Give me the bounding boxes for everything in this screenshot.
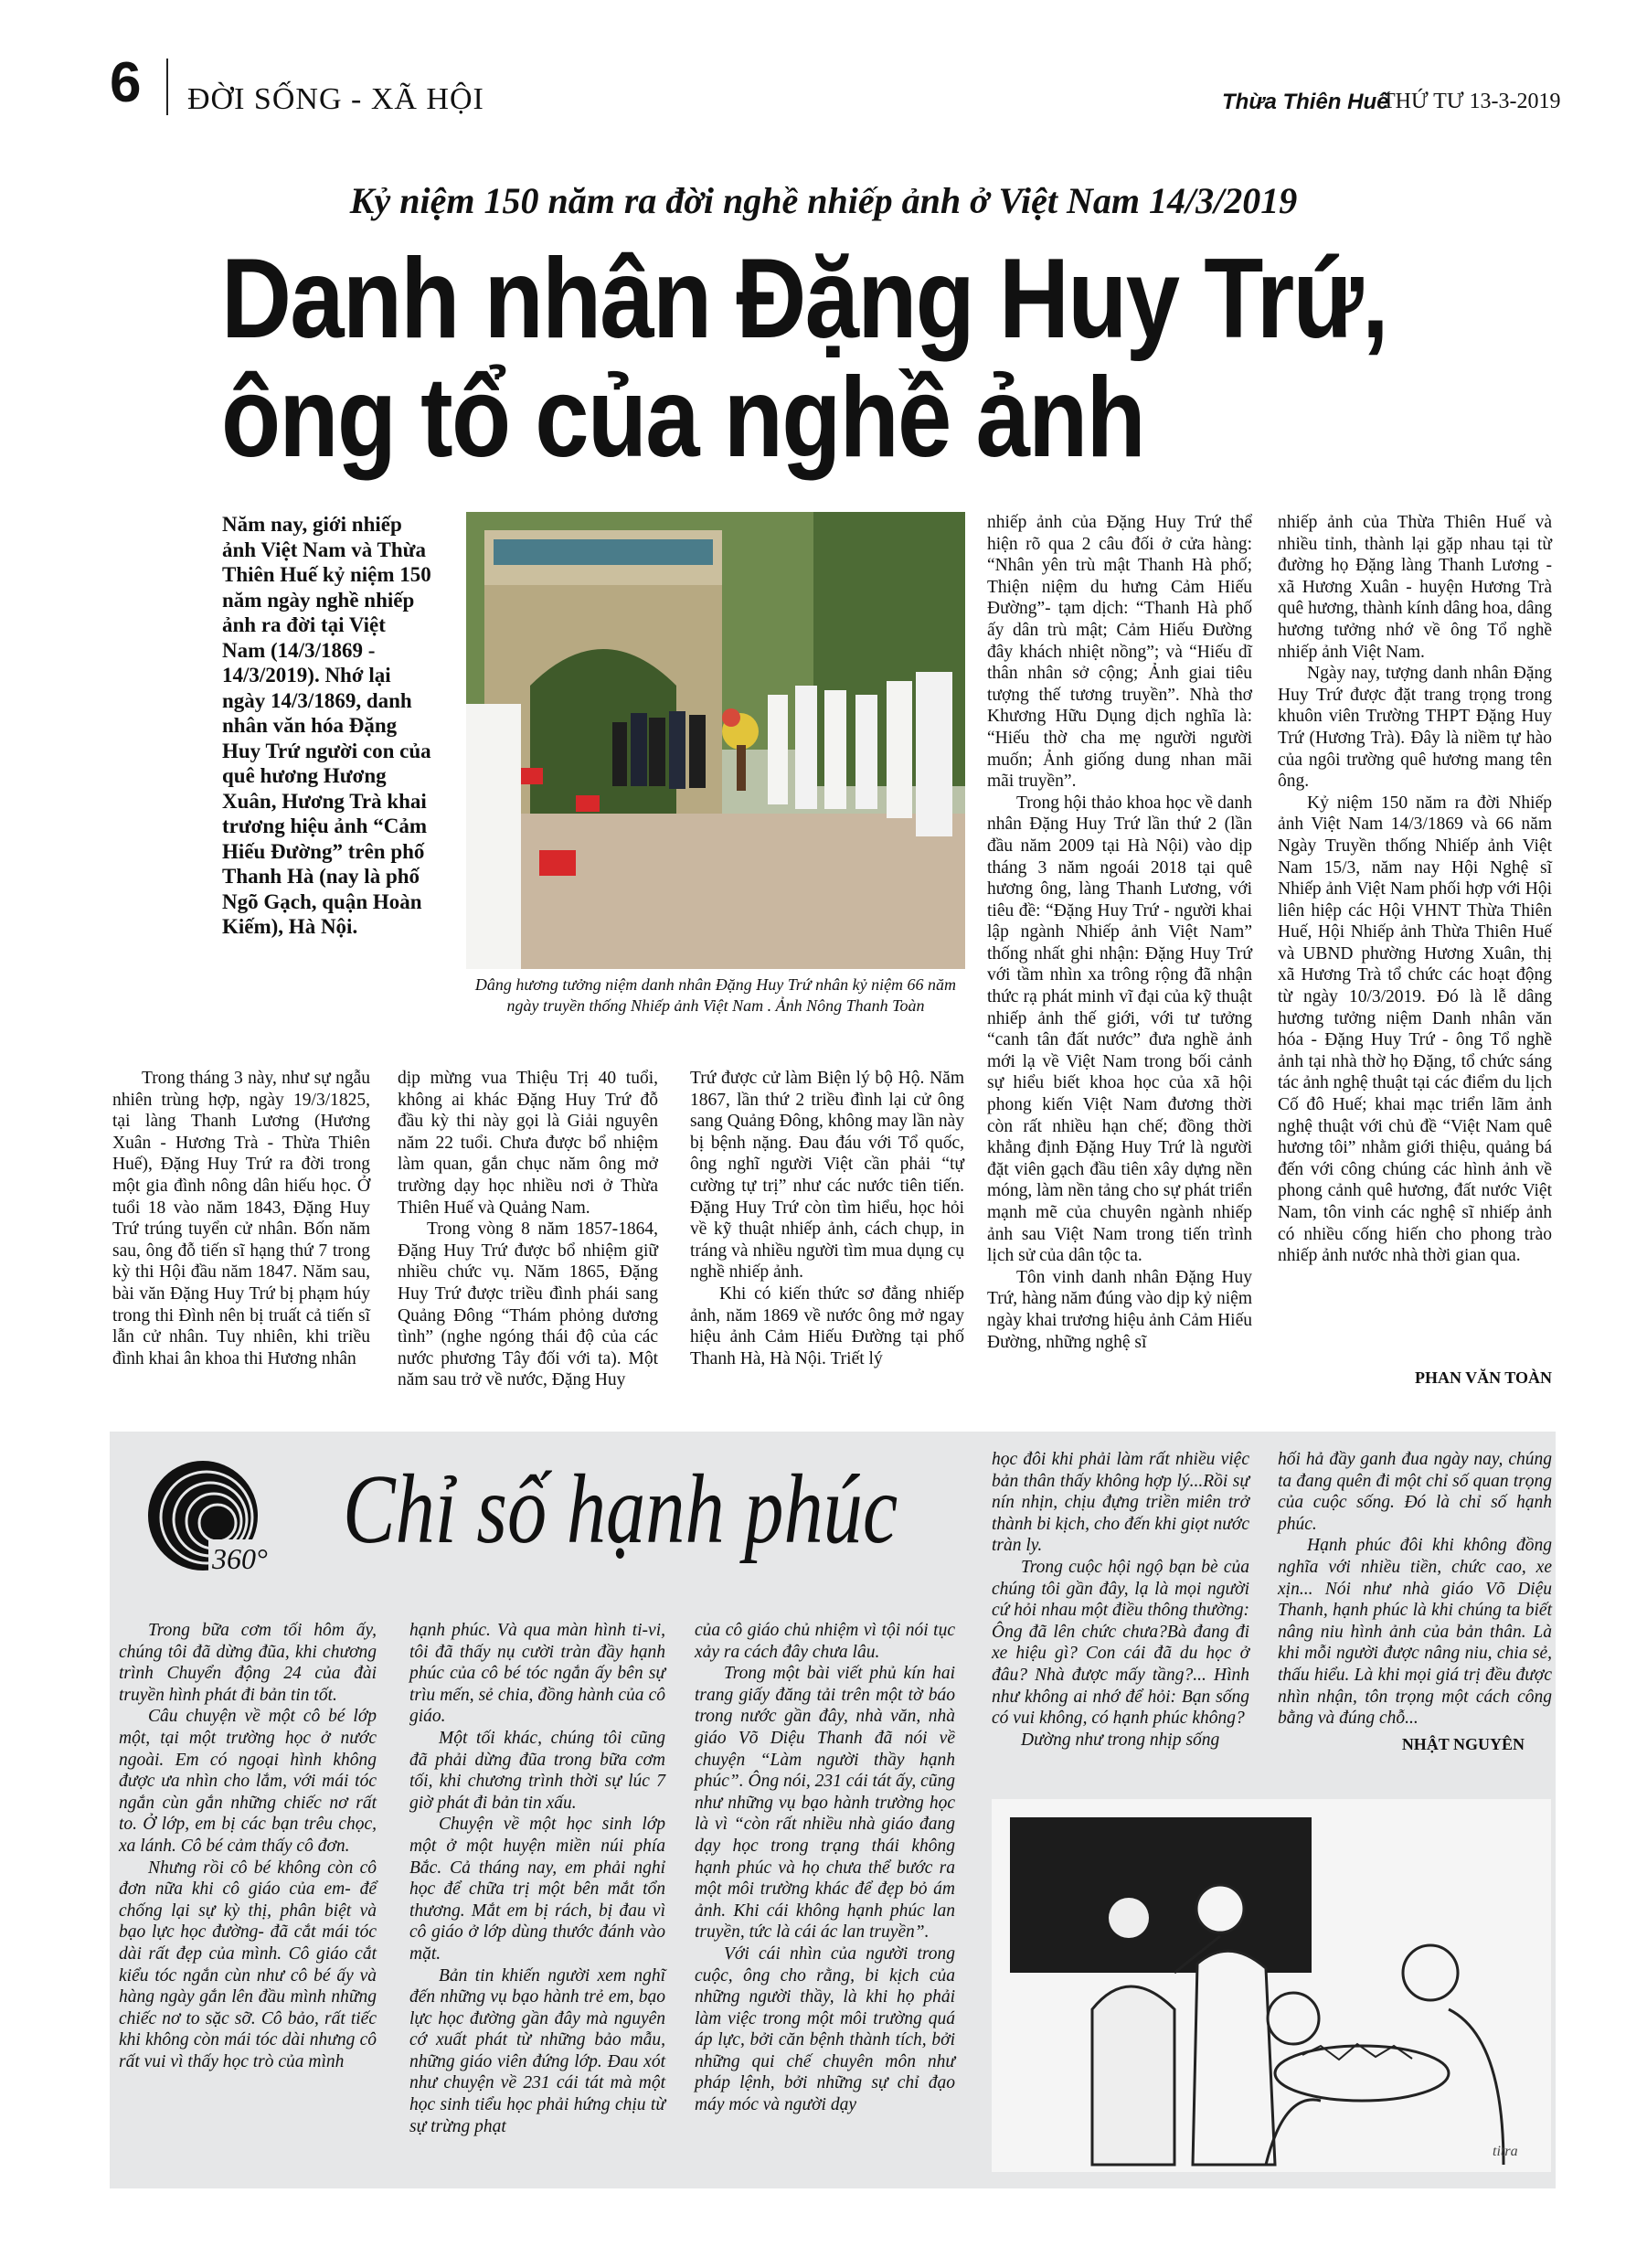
paragraph: nhiếp ảnh của Thừa Thiên Huế và nhiều tỉnh, thành lại gặp nhau tại từ đường họ Đặng làng Thanh Lương - xã Hương Xuân - huyện Hương Trà quê hương, thành kính dâng hoa, dâng hương tưởng nhớ về ông Tổ nghề nhiếp ảnh Việt Nam.	[1278, 513, 1552, 662]
paragraph: học đôi khi phải làm rất nhiều việc bản thân thấy không hợp lý...Rồi sự nín nhịn, chịu đựng triền miên trở thành bi kịch, cho đến khi giọt nước tràn ly.	[992, 1450, 1249, 1556]
paragraph: Bản tin khiến người xem nghĩ đến những vụ bạo hành trẻ em, bạo lực học đường gần đây mà nguyên cớ xuất phát từ những bảo mẫu, những giáo viên đứng lớp. Đau xót như chuyện về 231 cái tát mà một học sinh tiểu học phải hứng chịu từ sự trừng phạt	[409, 1965, 665, 2136]
paragraph: Trứ được cử làm Biện lý bộ Hộ. Năm 1867, lần thứ 2 triều đình lại cử ông sang Quảng Đông, không may lần này bị bệnh nặng. Đau đáu với Tổ quốc, ông nghĩ người Việt cần phải “tự cường tự trị” như các nước tiên tiến. Đặng Huy Trứ còn tìm hiểu, học hỏi về kỹ thuật nhiếp ảnh, cách chụp, in tráng và nhiều người tìm mua dụng cụ nghề nhiếp ảnh.	[690, 1069, 964, 1283]
paragraph: Trong bữa cơm tối hôm ấy, chúng tôi đã dừng đũa, khi chương trình Chuyển động 24 của đài truyền hình phát đi bản tin tốt.	[119, 1621, 377, 1705]
article1-byline: PHAN VĂN TOÀN	[1414, 1368, 1552, 1387]
article-headline	[221, 236, 1387, 481]
paragraph: Tôn vinh danh nhân Đặng Huy Trứ, hàng năm đúng vào dịp kỷ niệm ngày khai trương hiệu ảnh Cảm Hiếu Đường, những nghệ sĩ	[987, 1267, 1252, 1352]
paragraph: Trong một bài viết phủ kín hai trang giấy đăng tải trên một tờ báo trong nước gần đây, nhà văn, nhà giáo Võ Diệu Thanh đã nói về chuyện “Làm người thầy hạnh phúc”. Ông nói, 231 cái tát ấy, cũng như những vụ bạo hành trường học là vì “còn rất nhiều nhà giáo đang dạy học trong trạng thái không hạnh phúc và họ chưa thể bước ra một môi trường khác để đẹp bỏ ám ảnh. Khi cái không hạnh phúc lan truyền, tức là cái ác lan truyền”.	[695, 1664, 955, 1943]
issue-date: THỨ TƯ 13-3-2019	[1382, 90, 1561, 113]
paragraph: hạnh phúc. Và qua màn hình ti-vi, tôi đã thấy nụ cười tràn đầy hạnh phúc của cô bé tóc ngắn ấy bên sự trìu mến, sẻ chia, đồng hành của cô giáo.	[409, 1621, 665, 1727]
article1-column-1	[112, 1068, 370, 1369]
ceremony-photo-illustration	[466, 512, 965, 969]
classroom-sketch-illustration	[992, 1799, 1551, 2172]
column-logo	[146, 1452, 274, 1580]
paragraph: Với cái nhìn của người trong cuộc, ông cho rằng, bi kịch của những người thầy, là khi họ phải làm việc trong một môi trường quá áp lực, bởi căn bệnh thành tích, bởi những qui chế chuyên môn như pháp lệnh, bởi những sự chỉ đạo máy móc và người dạy	[695, 1943, 955, 2115]
article2-byline: NHẬT NGUYÊN	[1401, 1735, 1525, 1753]
paragraph: nhiếp ảnh của Đặng Huy Trứ thể hiện rõ qua 2 câu đối ở cửa hàng: “Nhân yên trù mật Thanh Hà phố; Thiện niệm du hưng Cảm Hiếu Đường”- tạm dịch: “Thanh Hà phố ấy dân trù mật; Cảm Hiếu Đường đây khách nhiệt nồng”; và “Hiếu dĩ thân nhân sở cộng; Ảnh giai tiêu tượng thế tương truyền”. Nhà thơ Khương Hữu Dụng dịch nghĩa là: “Hiếu thờ cha mẹ người người muốn; Ảnh giống dung nhan mãi mãi truyền”.	[987, 513, 1252, 792]
paragraph: của cô giáo chủ nhiệm vì tội nói tục xảy ra cách đây chưa lâu.	[695, 1621, 955, 1662]
paragraph: Khi có kiến thức sơ đẳng nhiếp ảnh, năm 1869 về nước ông mở ngay hiệu ảnh Cảm Hiếu Đường tại phố Thanh Hà, Hà Nội. Triết lý	[690, 1283, 964, 1368]
photo-caption: Dâng hương tưởng niệm danh nhân Đặng Huy Trứ nhân kỷ niệm 66 năm ngày truyền thống Nhiếp ảnh Việt Nam . Ảnh Nông Thanh Toàn	[474, 975, 957, 1015]
article-sketch	[992, 1799, 1551, 2172]
headline-line-1: Danh nhân Đặng Huy Trứ,	[221, 236, 1387, 362]
article2-column-3	[695, 1620, 955, 2116]
paragraph: Trong tháng 3 này, như sự ngẫu nhiên trùng hợp, ngày 19/3/1825, tại làng Thanh Lương (Hương Xuân - Hương Trà - Thừa Thiên Huế), Đặng Huy Trứ ra đời trong một gia đình nông dân hiếu học. Ở tuổi 18 vào năm 1843, Đặng Huy Trứ trúng tuyển cử nhân. Bốn năm sau, ông đỗ tiến sĩ hạng thứ 7 trong kỳ thi Hội đầu năm 1847. Năm sau, bài văn Đặng Huy Trứ bị phạm húy trong thi Đình nên bị truất cả tiến sĩ lẫn cử nhân. Tuy nhiên, khi triều đình khai ân khoa thi Hương nhân	[112, 1069, 370, 1368]
article2-column-4	[992, 1449, 1249, 1751]
paragraph: Trong hội thảo khoa học về danh nhân Đặng Huy Trứ lần thứ 2 (lần đầu năm 2009 tại Hà Nội) vào dịp tháng 3 năm ngoái 2018 tại quê hương ông, làng Thanh Lương, với tiêu đề: “Đặng Huy Trứ - người khai lập ngành Nhiếp ảnh Việt Nam” thống nhất ghi nhận: Đặng Huy Trứ với tầm nhìn xa trông rộng đã nhận thức rạ phát minh vĩ đại của kỹ thuật nhiếp ảnh thế giới, với tư tưởng “canh tân đất nước” đưa nghề ảnh mới lạ về Việt Nam trong bối cảnh sự hiểu biết khoa học của xã hội phong kiến Việt Nam đương thời còn rất nhiều hạn chế; đồng thời khẳng định Đặng Huy Trứ là người đặt viên gạch đầu tiên xây dựng nền móng, làm nền tảng cho sự phát triển mạnh mẽ của chuyên ngành nhiếp ảnh sau Việt Nam trong tiến trình lịch sử của dân tộc ta.	[987, 793, 1253, 1266]
article-kicker: Kỷ niệm 150 năm ra đời nghề nhiếp ảnh ở Việt Nam 14/3/2019	[349, 180, 1298, 221]
article1-column-3	[690, 1068, 964, 1369]
article2-column-1	[119, 1620, 377, 2072]
paragraph: Kỷ niệm 150 năm ra đời Nhiếp ảnh Việt Nam 14/3/1869 và 66 năm Ngày Truyền thống Nhiếp ảnh Việt Nam 15/3, năm nay Hội Nghệ sĩ Nhiếp ảnh Việt Nam phối hợp với Hội liên hiệp các Hội VHNT Thừa Thiên Huế, Hội Nhiếp ảnh Thừa Thiên Huế và UBND phường Hương Xuân, thị xã Hương Trà tổ chức các hoạt động từ ngày 10/3/2019. Đó là lễ dâng hương tưởng niệm Danh nhân văn hóa - Đặng Huy Trứ - ông Tổ nghề ảnh tại nhà thờ họ Đặng, tổ chức sáng tác ảnh nghệ thuật tại các điểm du lịch Cố đô Huế; khai mạc triển lãm ảnh nghệ thuật với chủ đề “Việt Nam quê hương tôi” nhằm giới thiệu, quảng bá đến với công chúng các hình ảnh về phong cảnh quê hương, đất nước Việt Nam, tôn vinh các nghệ sĩ nhiếp ảnh có nhiều cống hiến cho phong trào nhiếp ảnh nước nhà thời gian qua.	[1278, 793, 1552, 1266]
article1-column-2	[398, 1068, 658, 1391]
paragraph: Câu chuyện về một cô bé lớp một, tại một trường học ở nước ngoài. Em có ngoại hình không được ưa nhìn cho lắm, với mái tóc ngắn cùn gắn những chiếc nơ rất to. Ở lớp, em bị các bạn trêu chọc, xa lánh. Cô bé cảm thấy cô đơn.	[119, 1707, 377, 1856]
paragraph: Một tối khác, chúng tôi cũng đã phải dừng đũa trong bữa cơm tối, khi chương trình thời sự lúc 7 giờ phát đi bản tin xấu.	[409, 1728, 665, 1813]
opinion-title: Chỉ số hạnh phúc	[343, 1455, 898, 1564]
article1-column-5	[1278, 512, 1552, 1267]
paragraph: Chuyện về một học sinh lớp một ở một huyện miền núi phía Bắc. Cả tháng nay, em phải nghỉ học để chữa trị một bên mắt tổn thương. Mắt em bị rách, bị đau vì cô giáo ở lớp dùng thước đánh vào mặt.	[409, 1815, 665, 1964]
paragraph: Trong cuộc hội ngộ bạn bè của chúng tôi gần đây, lạ là mọi người cứ hỏi nhau một điều thông thường: Ông đã lên chức chưa?Bà đang đi xe hiệu gì? Con cái đã du học ở đâu? Nhà được mấy tầng?... Hình như không ai nhớ để hỏi: Bạn sống có vui không, có hạnh phúc không?	[992, 1557, 1249, 1729]
headline-line-2: ông tổ của nghề ảnh	[221, 355, 1144, 481]
article2-column-5	[1278, 1449, 1552, 1730]
paragraph: Dường như trong nhịp sống	[1021, 1730, 1220, 1750]
article2-column-2	[409, 1620, 665, 2137]
paragraph: Trong vòng 8 năm 1857-1864, Đặng Huy Trứ được bổ nhiệm giữ nhiều chức vụ. Năm 1865, Đặng Huy Trứ được triều đình phái sang Quảng Đông “Thám phỏng dương tình” (nghe ngóng thái độ của các nước phương Tây đối với ta). Một năm sau trở về nước, Đặng Huy	[398, 1219, 658, 1390]
section-name: ĐỜI SỐNG - XÃ HỘI	[187, 82, 484, 116]
paragraph: hối hả đầy ganh đua ngày nay, chúng ta đang quên đi một chỉ số quan trọng của cuộc sống. Đó là chỉ số hạnh phúc.	[1278, 1450, 1552, 1534]
header-divider	[166, 59, 168, 115]
article1-column-4	[987, 512, 1252, 1353]
article-lead: Năm nay, giới nhiếp ảnh Việt Nam và Thừa Thiên Huế kỷ niệm 150 năm ngày nghề nhiếp ảnh ra đời tại Việt Nam (14/3/1869 - 14/3/2019). Nhớ lại ngày 14/3/1869, danh nhân văn hóa Đặng Huy Trứ người con của quê hương Hương Xuân, Hương Trà khai trương hiệu ảnh “Cảm Hiếu Đường” trên phố Thanh Hà (nay là phố Ngõ Gạch, quận Hoàn Kiếm), Hà Nội.	[222, 513, 431, 938]
page-number: 6	[110, 51, 142, 114]
paper-name: Thừa Thiên Huế	[1222, 90, 1389, 114]
paragraph: Ngày nay, tượng danh nhân Đặng Huy Trứ được đặt trang trọng trong khuôn viên Trường THPT Đặng Huy Trứ (Hương Trà). Đây là niềm tự hào của ngôi trường quê hương mang tên ông.	[1278, 664, 1552, 792]
paragraph: dịp mừng vua Thiệu Trị 40 tuổi, không ai khác Đặng Huy Trứ đỗ đầu kỳ thi này gọi là Giải nguyên năm 22 tuổi. Chưa được bổ nhiệm làm quan, gắn chục năm ông mở trường dạy học nhiều nơi ở Thừa Thiên Huế và Quảng Nam.	[398, 1069, 658, 1218]
logo-label: 360°	[212, 1542, 268, 1575]
paragraph: Nhưng rồi cô bé không còn cô đơn nữa khi cô giáo của em- để chống lại sự kỳ thị, phân biệt và bạo lực học đường- đã cắt mái tóc dài rất đẹp của mình. Cô giáo cắt kiểu tóc ngắn cùn như cô bé ấy và hàng ngày gắn lên đầu mình những chiếc nơ to sặc sỡ. Cô bảo, rất tiếc khi không còn mái tóc dài nhưng cô rất vui vì thấy học trò của mình	[119, 1858, 377, 2071]
360-spiral-icon	[146, 1452, 274, 1580]
paragraph: Hạnh phúc đôi khi không đồng nghĩa với nhiều tiền, chức cao, xe xịn... Nói như nhà giáo Võ Diệu Thanh, hạnh phúc là khi chúng ta biết nâng niu hình ảnh của bản thân. Là khi mỗi người được nâng niu, chia sẻ, thấu hiểu. Là khi mọi giá trị đều được nhìn nhận, tôn trọng một cách công bằng và đúng chỗ...	[1278, 1536, 1552, 1729]
article-photo	[466, 512, 965, 969]
sketch-signature: titra	[1493, 2144, 1518, 2159]
